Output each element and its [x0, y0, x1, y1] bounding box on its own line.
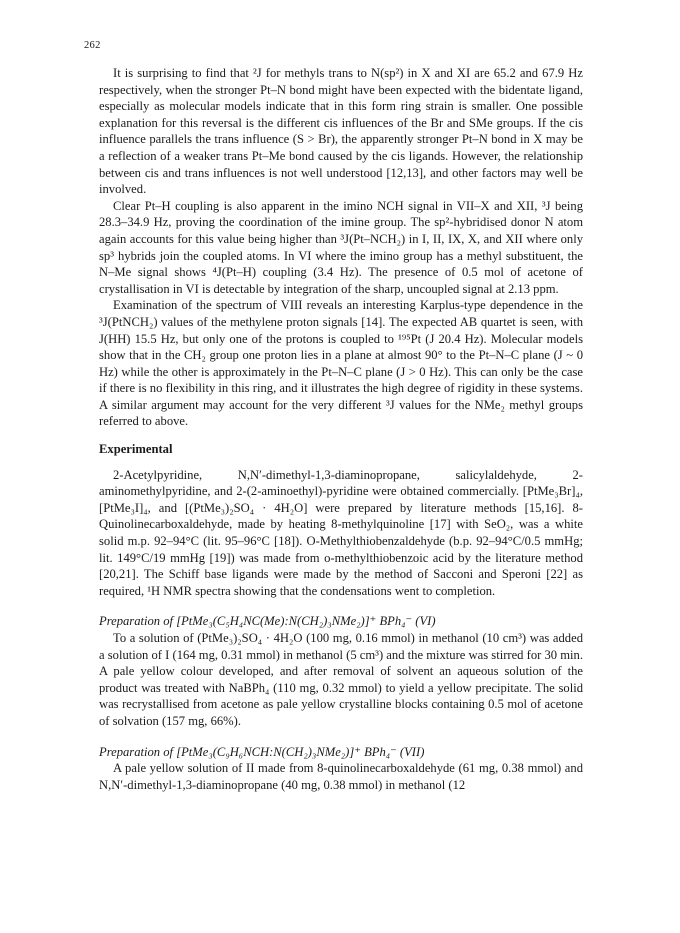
paragraph-preparation-vi: To a solution of (PtMe₃)₂SO₄ · 4H₂O (100 mg, 0.16 mmol) in methanol (10 cm³) was added a solution of I (164 mg, 0.31 mmol) in methanol (5 cm³) and the mixture was stirred for 30 min. A pale yellow colour developed, and after removal of solvent an aqueous solution of the product was treated with NaBPh₄ (110 mg, 0.32 mmol) to yield a yellow precipitate. The solid was recrystallised from acetone as pale yellow crystalline blocks containing 0.5 mol of acetone of solvation (157 mg, 66%). — [99, 631, 583, 728]
paragraph-karplus-dependence: Examination of the spectrum of VIII reveals an interesting Karplus-type dependence in the ³J(PtNCH₂) values of the methylene proton signals [14]. The expected AB quartet is seen, with J(HH) 15.5 Hz, but only one of the protons is coupled to ¹⁹⁵Pt (J 20.4 Hz). Molecular models show that in the CH₂ group one proton lies in a plane at almost 90° to the Pt–N–C plane (J ~ 0 Hz) while the other is approximately in the Pt–N–C plane (J > 0 Hz). This can only be the case if there is no flexibility in this ring, and it illustrates the high degree of rigidity in these systems. A similar argument may account for the very different ³J values for the NMe₂ methyl groups referred to above. — [99, 298, 583, 429]
page-number: 262 — [84, 40, 101, 51]
paragraph-pt-h-coupling: Clear Pt–H coupling is also apparent in the imino NCH signal in VII–X and XII, ³J being 28.3–34.9 Hz, proving the coordination of the imine group. The sp²-hybridised donor N atom again accounts for this value being higher than ³J(Pt–NCH₂) in I, II, IX, X, and XII where only sp³ hybrids join the coupled atoms. In VI where the imino group has a methyl substituent, the N–Me signal shows ⁴J(Pt–H) coupling (3.4 Hz). The presence of 0.5 mol of acetone of crystallisation in VI is detectable by integration of the sharp, uncoupled signal at 2.13 ppm. — [99, 198, 583, 296]
paragraph-coupling-trans-methyls: It is surprising to find that ²J for methyls trans to N(sp²) in X and XI are 65.2 and 67.9 Hz respectively, when the stronger Pt–N bond might have been expected with the bidentate ligand, especially as molecular models indicate that in this form ring strain is smaller. One possible explanation for this reversal is the different cis influences of the Br and SMe groups. If the cis influence parallels the trans influence (S > Br), the apparently stronger Pt–N bond in X may be a reflection of a weaker trans Pt–Me bond caused by the cis ligands. However, the relationship between cis and trans influences is not well understood [12,13], and other factors may well be involved. — [99, 66, 583, 197]
paragraph-experimental-materials: 2-Acetylpyridine, N,N′-dimethyl-1,3-diaminopropane, salicylaldehyde, 2-aminomethylpyridine, and 2-(2-aminoethyl)-pyridine were obtained commercially. [PtMe₃Br]₄, [PtMe₃I]₄, and [(PtMe₃)₂SO₄ · 4H₂O] were prepared by literature methods [15,16]. 8-Quinolinecarboxaldehyde, made by heating 8-methylquinoline [17] with SeO₂, was a white solid m.p. 92–94°C (lit. 95–96°C [18]). O-Methylthiobenzaldehyde (b.p. 92–94°C/0.5 mmHg; lit. 149°C/19 mmHg [19]) was made from o-methylthiobenzoic acid by the literature method [20,21]. The Schiff base ligands were made by the method of Sacconi and Speroni [22] as required, ¹H NMR spectra showing that the condensations went to completion. — [99, 467, 583, 598]
paragraph-preparation-vii: A pale yellow solution of II made from 8-quinolinecarboxaldehyde (61 mg, 0.38 mmol) and N,N′-dimethyl-1,3-diaminopropane (40 mg, 0.38 mmol) in methanol (12 — [99, 761, 583, 792]
main-text-column — [99, 65, 583, 793]
subheading-preparation-vii: Preparation of [PtMe₃(C₉H₆NCH:N(CH₂)₃NMe₂)]⁺ BPh₄⁻ (VII) — [99, 744, 425, 759]
subheading-preparation-vi: Preparation of [PtMe₃(C₅H₄NC(Me):N(CH₂)₃NMe₂)]⁺ BPh₄⁻ (VI) — [99, 614, 436, 629]
section-heading-experimental: Experimental — [99, 442, 173, 457]
